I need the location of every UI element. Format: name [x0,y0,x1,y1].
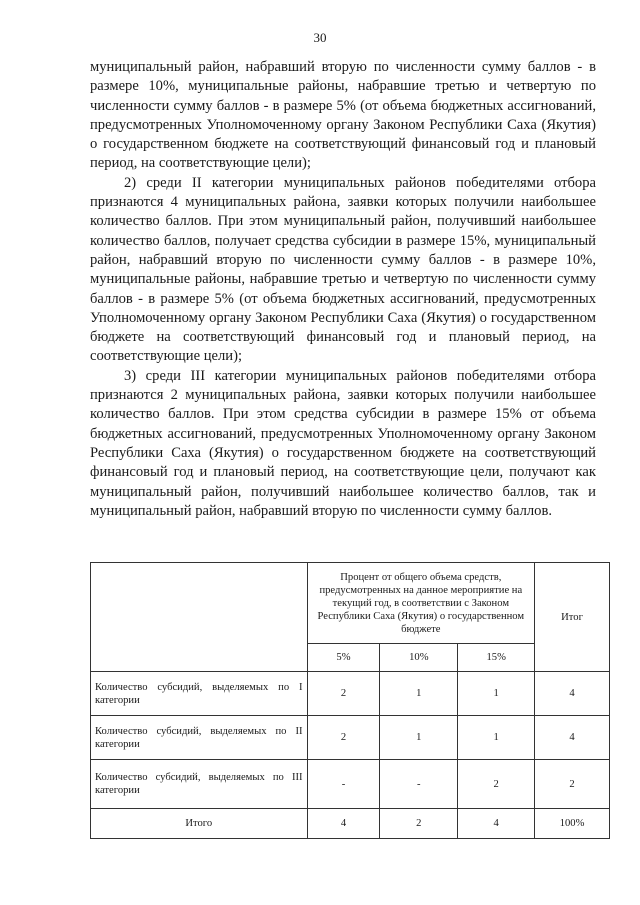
table-header-5pct: 5% [307,644,380,672]
row-label-category-3: Количество субсидий, выделяемых по III категории [91,760,308,809]
table-cell: 2 [307,672,380,716]
table-row [91,760,610,809]
table-cell: 2 [458,760,535,809]
table-row [91,672,610,716]
body-text [90,58,596,521]
table-header-15pct: 15% [458,644,535,672]
table-total-row [91,809,610,839]
paragraph-3: 3) среди III категории муниципальных районов победителями отбора признаются 2 муниципальных района, заявки которых получили наибольшее количество баллов. При этом средства субсидии в размере 15% от объема бюджетных ассигнований, предусмотренных Уполномоченному органу Законом Республики Саха (Якутия) о государственном бюджете на соответствующий финансовый год и плановый период, на соответствующие цели, получают как муниципальный район, получивший наибольшее количество баллов, так и муниципальный район, набравший вторую по численности сумму баллов. [90,367,596,519]
table-cell: - [380,760,458,809]
row-label-category-2: Количество субсидий, выделяемых по II категории [91,716,308,760]
table-corner-cell [91,563,308,672]
table-cell: 2 [380,809,458,839]
table-cell: 1 [458,672,535,716]
subsidy-distribution-table [90,562,610,839]
table-cell: 1 [380,672,458,716]
table-row [91,716,610,760]
paragraph-2: 2) среди II категории муниципальных районов победителями отбора признаются 4 муниципальных района, заявки которых получили наибольшее количество баллов. При этом муниципальный район, получивший наибольшее количество баллов, получает средства субсидии в размере 15%, муниципальный район, набравший вторую по численности сумму баллов - в размере 10%, муниципальные районы, набравшие третью и четвертую по численности сумму баллов - в размере 5% (от объема бюджетных ассигнований, предусмотренных Уполномоченному органу Законом Республики Саха (Якутия) о государственном бюджете на соответствующий финансовый год и плановый период, на соответствующие цели); [90,174,596,365]
paragraph-1: муниципальный район, набравший вторую по численности сумму баллов - в размере 10%, муниципальные районы, набравшие третью и четвертую по численности сумму баллов - в размере 5% (от объема бюджетных ассигнований, предусмотренных Уполномоченному органу Законом Республики Саха (Якутия) о государственном бюджете на соответствующий финансовый год и плановый период, на соответствующие цели); [90,59,596,172]
table-cell: - [307,760,380,809]
table-header-total: Итог [535,563,610,672]
table-cell-total: 4 [535,672,610,716]
table-cell-total: 100% [535,809,610,839]
total-row-label: Итого [91,809,308,839]
table-cell: 1 [380,716,458,760]
table-cell: 2 [307,716,380,760]
table-cell-total: 2 [535,760,610,809]
table-cell: 4 [458,809,535,839]
table-header-10pct: 10% [380,644,458,672]
table-cell: 1 [458,716,535,760]
row-label-category-1: Количество субсидий, выделяемых по I категории [91,672,308,716]
table-header-row [91,563,610,644]
table-header-percent: Процент от общего объема средств, предусмотренных на данное мероприятие на текущий год, в соответствии с Законом Республики Саха (Якутия) о государственном бюджете [307,563,535,644]
page-number: 30 [313,30,327,45]
table-cell-total: 4 [535,716,610,760]
table-cell: 4 [307,809,380,839]
